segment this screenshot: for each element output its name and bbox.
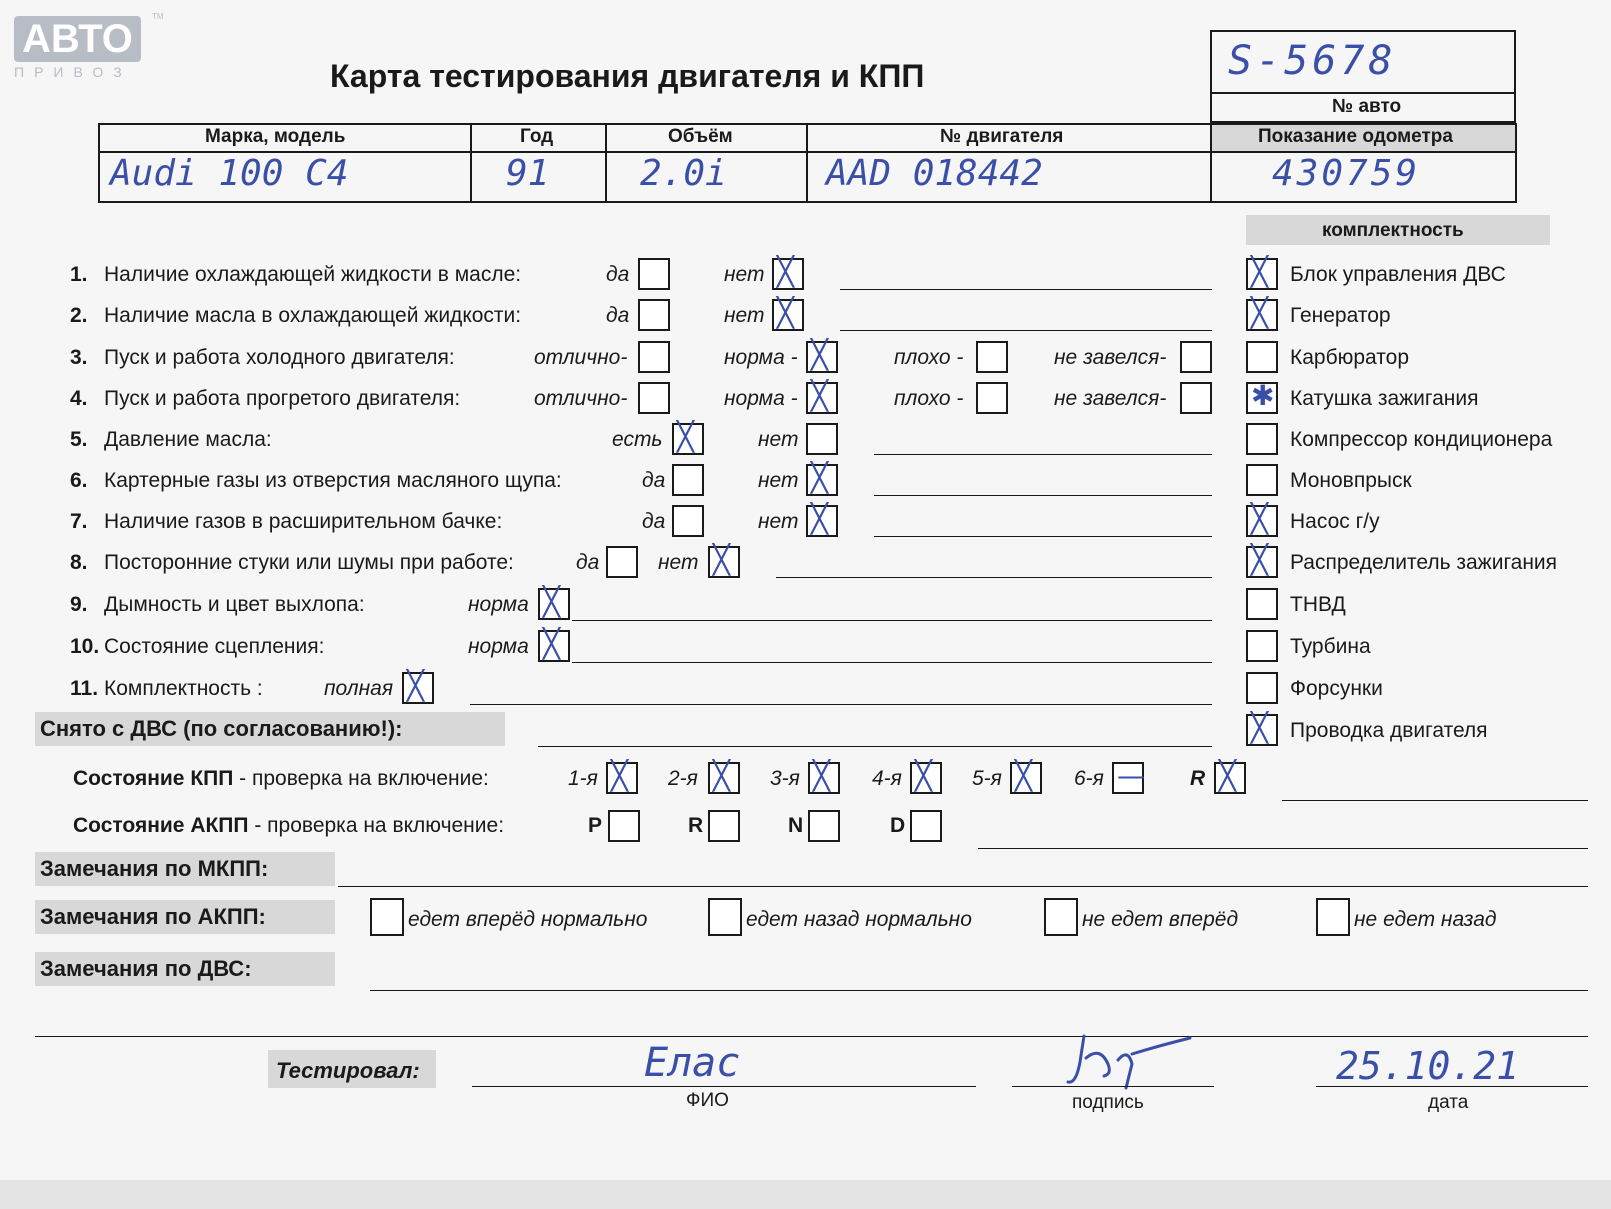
checkbox-q1-no[interactable]	[772, 255, 804, 290]
kit-checkbox[interactable]	[1246, 672, 1278, 704]
question-number: 1.	[70, 263, 88, 286]
question-text: Пуск и работа прогретого двигателя:	[104, 387, 461, 410]
question-text: Комплектность :	[104, 677, 263, 700]
car-number-label: № авто	[1332, 96, 1402, 117]
check-mark: ╳	[1015, 759, 1032, 792]
checkbox-q7-yes[interactable]	[672, 505, 704, 537]
akpp-mode-checkbox[interactable]	[608, 810, 640, 842]
check-mark: ╳	[1251, 711, 1268, 744]
gear-label: R	[1190, 767, 1206, 790]
check-mark: ╳	[811, 502, 828, 535]
question-number: 9.	[70, 593, 88, 616]
kpp-label	[73, 767, 489, 791]
option-normal: норма -	[724, 387, 798, 410]
check-mark: ╳	[1219, 759, 1236, 792]
option-normal: норма	[468, 635, 529, 658]
kit-item-label: ТНВД	[1290, 593, 1346, 616]
checkbox-q1-yes[interactable]	[638, 258, 670, 290]
removed-label: Снято с ДВС (по согласованию!):	[40, 716, 403, 741]
gear-checkbox[interactable]	[1214, 759, 1246, 794]
option-normal: норма -	[724, 346, 798, 369]
gear-checkbox[interactable]	[910, 759, 942, 794]
checkbox-q3-excellent[interactable]	[638, 341, 670, 373]
question-number: 10.	[70, 635, 100, 658]
question-text: Посторонние стуки или шумы при работе:	[104, 551, 514, 574]
check-mark: ╳	[811, 379, 828, 412]
checkbox-q4-excellent[interactable]	[638, 382, 670, 414]
question-text: Наличие охлаждающей жидкости в масле:	[104, 263, 522, 286]
question-text: Наличие масла в охлаждающей жидкости:	[104, 304, 522, 327]
remarks-mkpp-label: Замечания по МКПП:	[40, 856, 269, 881]
page-title: Карта тестирования двигателя и КПП	[330, 58, 925, 94]
checkbox-q6-no[interactable]	[806, 461, 838, 496]
check-mark: —	[1117, 759, 1145, 792]
signature-label: подпись	[1072, 1092, 1144, 1113]
akpp-mode-checkbox[interactable]	[708, 810, 740, 842]
signature-drawing	[1066, 1024, 1196, 1094]
option-no: нет	[758, 469, 799, 492]
checkbox-q4-not-started[interactable]	[1180, 382, 1212, 414]
kit-checkbox[interactable]	[1246, 341, 1278, 373]
remarks-dvs-label: Замечания по ДВС:	[40, 956, 252, 981]
checkbox-q8-yes[interactable]	[606, 546, 638, 578]
header-odometer: Показание одометра	[1258, 126, 1453, 147]
check-mark: ✱	[1251, 379, 1275, 412]
checkbox-q6-yes[interactable]	[672, 464, 704, 496]
akpp-remark-option: едет вперёд нормально	[408, 908, 648, 931]
checkbox-q3-bad[interactable]	[976, 341, 1008, 373]
fio-label: ФИО	[686, 1090, 729, 1111]
kit-item-label: Турбина	[1290, 635, 1371, 658]
akpp-mode-label: R	[688, 814, 704, 837]
question-text: Пуск и работа холодного двигателя:	[104, 346, 455, 369]
kit-checkbox[interactable]	[1246, 630, 1278, 662]
gear-label: 4-я	[872, 767, 902, 790]
header-volume: Объём	[668, 126, 733, 147]
vehicle-info-table	[98, 123, 1517, 203]
logo-main: АВТО	[14, 16, 141, 62]
option-yes: да	[642, 469, 666, 492]
gear-label: 1-я	[568, 767, 598, 790]
checkbox-q10-normal[interactable]	[538, 627, 570, 662]
question-number: 2.	[70, 304, 88, 327]
checkbox-q2-yes[interactable]	[638, 299, 670, 331]
kit-checkbox[interactable]	[1246, 711, 1278, 746]
question-number: 7.	[70, 510, 88, 533]
check-mark: ╳	[1251, 543, 1268, 576]
kit-item-label: Насос г/у	[1290, 510, 1380, 533]
akpp-mode-label: N	[788, 814, 804, 837]
test-date: 25.10.21	[1336, 1044, 1520, 1088]
option-yes: да	[642, 510, 666, 533]
header-engine-number: № двигателя	[940, 126, 1064, 147]
akpp-remark-checkbox[interactable]	[370, 898, 404, 936]
gear-checkbox[interactable]	[808, 759, 840, 794]
check-mark: ╳	[407, 669, 424, 702]
check-mark: ╳	[811, 461, 828, 494]
question-text: Дымность и цвет выхлопа:	[104, 593, 365, 616]
kit-item-label: Проводка двигателя	[1290, 719, 1488, 742]
gear-checkbox[interactable]	[606, 759, 638, 794]
option-bad: плохо -	[894, 346, 964, 369]
kpp-label-rest: - проверка на включение:	[233, 767, 489, 790]
check-mark: ╳	[1251, 296, 1268, 329]
tester-name: Елас	[644, 1040, 741, 1086]
checkbox-q7-no[interactable]	[806, 502, 838, 537]
kit-checkbox[interactable]	[1246, 543, 1278, 578]
kit-item-label: Карбюратор	[1290, 346, 1410, 369]
checkbox-q2-no[interactable]	[772, 296, 804, 331]
akpp-remark-checkbox[interactable]	[1044, 898, 1078, 936]
check-mark: ╳	[1251, 255, 1268, 288]
akpp-remark-checkbox[interactable]	[708, 898, 742, 936]
kit-item-label: Блок управления ДВС	[1290, 263, 1506, 286]
question-number: 6.	[70, 469, 88, 492]
question-number: 11.	[70, 677, 99, 700]
kit-item-label: Форсунки	[1290, 677, 1383, 700]
kit-checkbox[interactable]	[1246, 464, 1278, 496]
question-text: Давление масла:	[104, 428, 272, 451]
value-volume: 2.0i	[640, 153, 727, 194]
akpp-mode-checkbox[interactable]	[910, 810, 942, 842]
checkbox-q4-normal[interactable]	[806, 379, 838, 414]
date-label: дата	[1428, 1092, 1469, 1113]
question-number: 5.	[70, 428, 88, 451]
value-odometer: 430759	[1272, 153, 1421, 194]
check-mark: ╳	[813, 759, 830, 792]
value-engine-number: AAD 018442	[826, 153, 1043, 194]
option-normal: норма	[468, 593, 529, 616]
akpp-remark-checkbox[interactable]	[1316, 898, 1350, 936]
kit-checkbox[interactable]	[1246, 379, 1278, 414]
checkbox-q9-normal[interactable]	[538, 585, 570, 620]
kit-item-label: Генератор	[1290, 304, 1391, 327]
option-yes: да	[576, 551, 600, 574]
gear-label: 2-я	[668, 767, 698, 790]
logo	[14, 12, 164, 80]
gear-label: 6-я	[1074, 767, 1104, 790]
question-number: 8.	[70, 551, 88, 574]
tested-by-label: Тестировал:	[276, 1058, 420, 1083]
kit-item-label: Моновпрыск	[1290, 469, 1412, 492]
option-yes: да	[606, 263, 630, 286]
option-present: есть	[612, 428, 663, 451]
car-number-box	[1210, 30, 1516, 123]
checkbox-q3-normal[interactable]	[806, 338, 838, 373]
checkbox-q5-present[interactable]	[672, 420, 704, 455]
gear-checkbox[interactable]	[1010, 759, 1042, 794]
gear-label: 3-я	[770, 767, 800, 790]
akpp-remark-option: едет назад нормально	[746, 908, 972, 931]
question-number: 4.	[70, 387, 88, 410]
check-mark: ╳	[677, 420, 694, 453]
kpp-label-bold: Состояние КПП	[73, 767, 234, 790]
option-full: полная	[324, 677, 394, 700]
question-number: 3.	[70, 346, 88, 369]
akpp-remark-option: не едет назад	[1354, 908, 1497, 931]
option-no: нет	[658, 551, 699, 574]
kit-checkbox[interactable]	[1246, 588, 1278, 620]
akpp-remark-option: не едет вперёд	[1082, 908, 1239, 931]
akpp-label-rest: - проверка на включение:	[248, 814, 505, 837]
question-text: Состояние сцепления:	[104, 635, 325, 658]
akpp-mode-label: D	[890, 814, 906, 837]
akpp-mode-checkbox[interactable]	[808, 810, 840, 842]
question-text: Картерные газы из отверстия масляного щупа:	[104, 469, 562, 492]
kit-checkbox[interactable]	[1246, 296, 1278, 331]
remarks-akpp-label: Замечания по АКПП:	[40, 904, 266, 929]
check-mark: ╳	[915, 759, 932, 792]
kit-checkbox[interactable]	[1246, 502, 1278, 537]
akpp-label-bold: Состояние АКПП	[73, 814, 249, 837]
kit-checkbox[interactable]	[1246, 423, 1278, 455]
header-year: Год	[520, 126, 554, 147]
header-make-model: Марка, модель	[205, 126, 346, 147]
kit-header: комплектность	[1322, 220, 1464, 241]
check-mark: ╳	[811, 338, 828, 371]
akpp-mode-label: P	[588, 814, 603, 837]
option-not-started: не завелся-	[1054, 346, 1167, 369]
option-bad: плохо -	[894, 387, 964, 410]
gear-checkbox[interactable]	[708, 759, 740, 794]
check-mark: ╳	[611, 759, 628, 792]
check-mark: ╳	[777, 255, 794, 288]
kit-item-label: Распределитель зажигания	[1290, 551, 1558, 574]
logo-sub: ПРИВОЗ	[14, 64, 132, 80]
option-no: нет	[724, 263, 765, 286]
kit-item-label: Компрессор кондиционера	[1290, 428, 1553, 451]
value-make-model: Audi 100 C4	[110, 153, 349, 194]
checkbox-q8-no[interactable]	[708, 543, 740, 578]
check-mark: ╳	[543, 627, 560, 660]
question-text: Наличие газов в расширительном бачке:	[104, 510, 503, 533]
kit-checkbox[interactable]	[1246, 255, 1278, 290]
gear-checkbox[interactable]	[1112, 759, 1145, 794]
check-mark: ╳	[1251, 502, 1268, 535]
car-number-value: S-5678	[1228, 38, 1397, 84]
akpp-label	[73, 814, 504, 838]
check-mark: ╳	[713, 759, 730, 792]
option-no: нет	[758, 510, 799, 533]
kit-item-label: Катушка зажигания	[1290, 387, 1479, 410]
option-yes: да	[606, 304, 630, 327]
option-no: нет	[758, 428, 799, 451]
check-mark: ╳	[713, 543, 730, 576]
option-no: нет	[724, 304, 765, 327]
checkbox-q4-bad[interactable]	[976, 382, 1008, 414]
check-mark: ╳	[543, 585, 560, 618]
option-not-started: не завелся-	[1054, 387, 1167, 410]
value-year: 91	[506, 153, 550, 194]
gear-label: 5-я	[972, 767, 1002, 790]
checkbox-q3-not-started[interactable]	[1180, 341, 1212, 373]
check-mark: ╳	[777, 296, 794, 329]
option-excellent: отлично-	[534, 387, 628, 410]
option-excellent: отлично-	[534, 346, 628, 369]
checkbox-q11-full[interactable]	[402, 669, 434, 704]
checkbox-q5-no[interactable]	[806, 423, 838, 455]
logo-tm: TM	[152, 12, 164, 21]
